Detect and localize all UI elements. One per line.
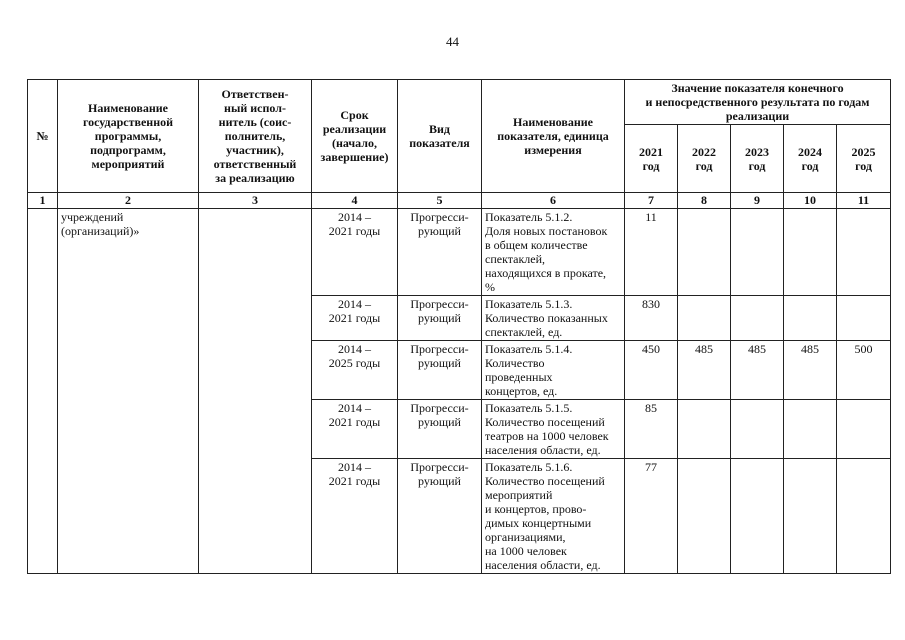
value-2023	[731, 459, 784, 574]
value-2022	[678, 296, 731, 341]
value-2025	[837, 400, 891, 459]
value-2022	[678, 209, 731, 296]
value-2025	[837, 459, 891, 574]
value-2023	[731, 296, 784, 341]
program-name-cell: учреждений (организаций)»	[58, 209, 199, 574]
value-2024	[784, 296, 837, 341]
index-cell: 11	[837, 193, 891, 209]
index-cell: 8	[678, 193, 731, 209]
index-cell: 1	[28, 193, 58, 209]
indicator-cell: Показатель 5.1.5. Количество посещений театров на 1000 человек населения области, ед.	[482, 400, 625, 459]
type-cell: Прогресси- рующий	[398, 296, 482, 341]
value-2022	[678, 459, 731, 574]
value-2021: 11	[625, 209, 678, 296]
index-cell: 7	[625, 193, 678, 209]
indicator-cell: Показатель 5.1.6. Количество посещений мероприятий и концертов, прово- димых концертными организациями, на 1000 человек населения области, ед.	[482, 459, 625, 574]
value-2021: 830	[625, 296, 678, 341]
header-year-2024: 2024 год	[784, 125, 837, 193]
value-2025: 500	[837, 341, 891, 400]
row-number-cell	[28, 209, 58, 574]
value-2021: 85	[625, 400, 678, 459]
header-no: №	[28, 80, 58, 193]
value-2025	[837, 209, 891, 296]
index-cell: 9	[731, 193, 784, 209]
header-program-name: Наименование государственной программы, подпрограмм, мероприятий	[58, 80, 199, 193]
index-cell: 3	[199, 193, 312, 209]
header-year-2023: 2023 год	[731, 125, 784, 193]
value-2023: 485	[731, 341, 784, 400]
term-cell: 2014 – 2021 годы	[312, 296, 398, 341]
header-indicator-name: Наименование показателя, единица измерения	[482, 80, 625, 193]
type-cell: Прогресси- рующий	[398, 341, 482, 400]
index-cell: 10	[784, 193, 837, 209]
value-2024	[784, 209, 837, 296]
value-2022: 485	[678, 341, 731, 400]
indicator-cell: Показатель 5.1.4. Количество проведенных концертов, ед.	[482, 341, 625, 400]
value-2025	[837, 296, 891, 341]
value-2021: 77	[625, 459, 678, 574]
indicator-cell: Показатель 5.1.2. Доля новых постановок в общем количестве спектаклей, находящихся в прокате, %	[482, 209, 625, 296]
indicator-table	[27, 79, 891, 574]
type-cell: Прогресси- рующий	[398, 209, 482, 296]
header-year-2025: 2025 год	[837, 125, 891, 193]
value-2023	[731, 400, 784, 459]
header-year-2021: 2021 год	[625, 125, 678, 193]
indicator-cell: Показатель 5.1.3. Количество показанных спектаклей, ед.	[482, 296, 625, 341]
index-cell: 2	[58, 193, 199, 209]
header-responsible: Ответствен- ный испол- нитель (соис- полнитель, участник), ответственный за реализацию	[199, 80, 312, 193]
header-values: Значение показателя конечного и непосредственного результата по годам реализации	[625, 80, 891, 125]
header-year-2022: 2022 год	[678, 125, 731, 193]
index-cell: 4	[312, 193, 398, 209]
term-cell: 2014 – 2021 годы	[312, 209, 398, 296]
value-2024: 485	[784, 341, 837, 400]
table-row	[28, 209, 891, 296]
responsible-cell	[199, 209, 312, 574]
value-2023	[731, 209, 784, 296]
type-cell: Прогресси- рующий	[398, 400, 482, 459]
page-number: 44	[446, 34, 459, 49]
term-cell: 2014 – 2021 годы	[312, 459, 398, 574]
type-cell: Прогресси- рующий	[398, 459, 482, 574]
index-cell: 6	[482, 193, 625, 209]
term-cell: 2014 – 2025 годы	[312, 341, 398, 400]
value-2022	[678, 400, 731, 459]
index-cell: 5	[398, 193, 482, 209]
header-term: Срок реализации (начало, завершение)	[312, 80, 398, 193]
value-2024	[784, 459, 837, 574]
value-2024	[784, 400, 837, 459]
value-2021: 450	[625, 341, 678, 400]
term-cell: 2014 – 2021 годы	[312, 400, 398, 459]
header-indicator-type: Вид показателя	[398, 80, 482, 193]
